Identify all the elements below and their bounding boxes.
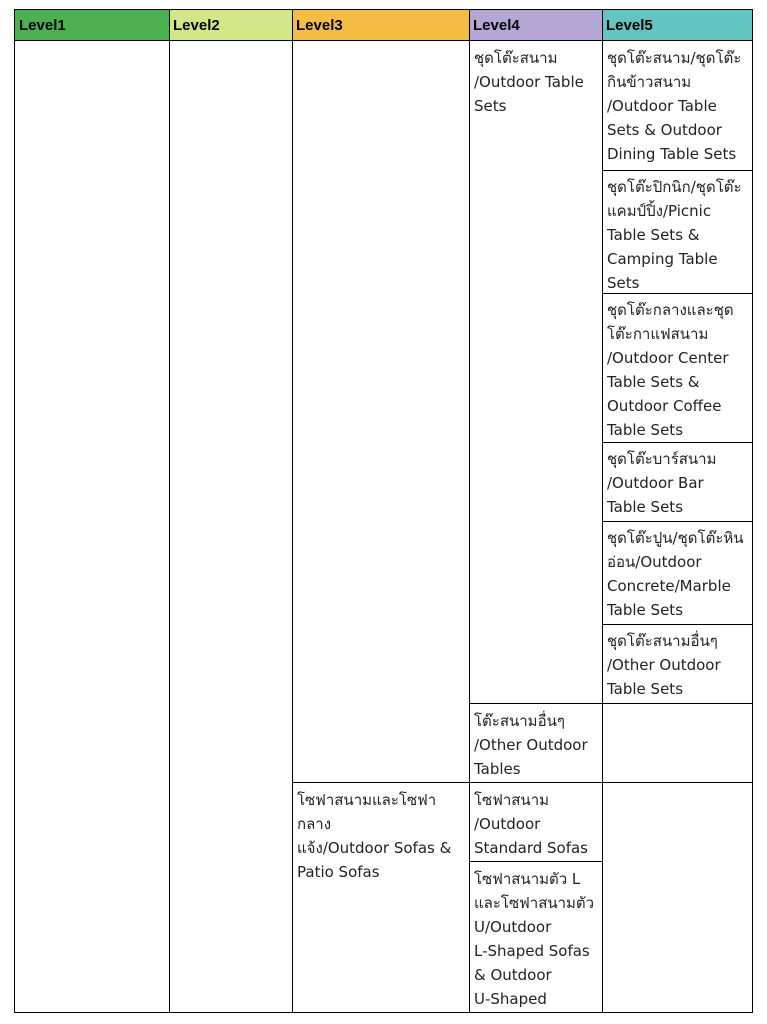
row-divider [292, 782, 752, 783]
cell-line: โต๊ะสนามอื่นๆ [474, 712, 565, 730]
cell-line: ชุดโต๊ะสนาม [474, 49, 558, 67]
cell-line: โต๊ะกาแฟสนาม [607, 325, 709, 343]
level5-bar-sets-cell[interactable] [603, 443, 752, 519]
cell-line: U/Outdoor [474, 918, 552, 936]
cell-line: แจ้ง/Outdoor Sofas & [297, 839, 452, 857]
cell-line: ชุดโต๊ะปูน/ชุดโต๊ะหิน [607, 529, 744, 547]
cell-line: Dining Table Sets [607, 145, 737, 163]
cell-line: /Outdoor Center [607, 349, 729, 367]
cell-line: Table Sets [607, 421, 684, 439]
level5-dining-sets-cell[interactable] [603, 42, 752, 166]
cell-line: ชุดโต๊ะปิกนิก/ชุดโต๊ะ [607, 178, 742, 196]
cell-line: อ่อน/Outdoor [607, 553, 702, 571]
cell-line: ชุดโต๊ะกลางและชุด [607, 301, 734, 319]
header-level5[interactable]: Level5 [602, 10, 752, 41]
cell-line: Tables [474, 760, 521, 778]
level3-outdoor-sofas-cell[interactable] [293, 784, 469, 884]
cell-line: Table Sets & [607, 373, 700, 391]
cell-line: Table Sets & [607, 226, 700, 244]
cell-line: Table Sets [607, 498, 684, 516]
cell-line: Camping Table [607, 250, 718, 268]
cell-line: Sets [607, 274, 640, 292]
cell-line: โซฟาสนามตัว L [474, 870, 581, 888]
cell-line: /Other Outdoor [474, 736, 588, 754]
cell-line: Sets [474, 97, 507, 115]
cell-line: Table Sets [607, 601, 684, 619]
header-level3[interactable]: Level3 [292, 10, 469, 41]
cell-line: U-Shaped [474, 990, 547, 1008]
header-level1[interactable]: Level1 [15, 10, 169, 41]
cell-line: ชุดโต๊ะบาร์สนาม [607, 450, 717, 468]
cell-line: Table Sets [607, 680, 684, 698]
level4-table-sets-cell[interactable] [470, 42, 602, 118]
level5-concrete-marble-sets-cell[interactable] [603, 522, 752, 622]
cell-line: Sets & Outdoor [607, 121, 722, 139]
cell-line: Outdoor Coffee [607, 397, 722, 415]
column-divider [169, 10, 170, 1012]
cell-line: Patio Sofas [297, 863, 380, 881]
level5-center-coffee-sets-cell[interactable] [603, 294, 752, 442]
category-table [14, 9, 753, 1013]
cell-line: Concrete/Marble [607, 577, 731, 595]
row-divider [469, 703, 752, 704]
cell-line: L-Shaped Sofas [474, 942, 590, 960]
cell-line: และโซฟาสนามตัว [474, 894, 595, 912]
level4-standard-sofas-cell[interactable] [470, 784, 602, 860]
header-level2[interactable]: Level2 [169, 10, 292, 41]
header-level4[interactable]: Level4 [469, 10, 602, 41]
cell-line: ชุดโต๊ะสนามอื่นๆ [607, 632, 718, 650]
cell-line: /Outdoor Bar [607, 474, 704, 492]
level5-other-sets-cell[interactable] [603, 625, 752, 701]
cell-line: /Outdoor Table [474, 73, 584, 91]
cell-line: /Outdoor [474, 815, 541, 833]
level5-picnic-sets-cell[interactable] [603, 171, 752, 295]
cell-line: ชุดโต๊ะสนาม/ชุดโต๊ะ [607, 49, 742, 67]
cell-line: แคมป์ปิ้ง/Picnic [607, 202, 712, 220]
level4-shaped-sofas-cell[interactable] [470, 863, 602, 1011]
cell-line: โซฟาสนาม [474, 791, 549, 809]
cell-line: /Other Outdoor [607, 656, 721, 674]
row-divider [469, 861, 602, 862]
cell-line: โซฟาสนามและโซฟากลาง [297, 791, 437, 833]
cell-line: /Outdoor Table [607, 97, 717, 115]
cell-line: Standard Sofas [474, 839, 588, 857]
level4-other-tables-cell[interactable] [470, 705, 602, 781]
cell-line: กินข้าวสนาม [607, 73, 692, 91]
cell-line: & Outdoor [474, 966, 552, 984]
